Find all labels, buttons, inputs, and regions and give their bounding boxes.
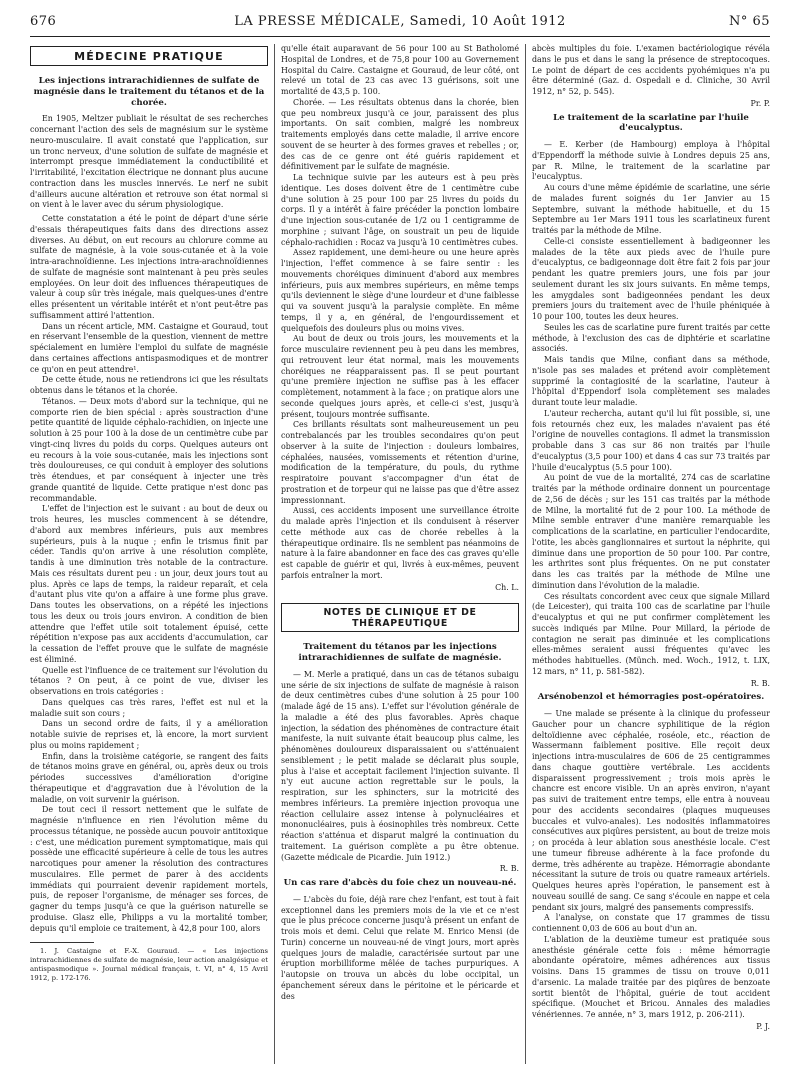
paragraph: Au cours d'une même épidémie de scarlatine, une série de malades furent soignés du 1er Janvier au 15 Septembre, suivant la méthode habituelle, et du 15 Septembre au 1er Mars 1911 tous les scarlatineux furent traités par la méthode de Milne. <box>532 183 770 236</box>
paragraph: A l'analyse, on constate que 17 grammes de tissu contiennent 0,03 de 606 au bout d'un an. <box>532 913 770 934</box>
paragraph: Ces brillants résultats sont malheureusement un peu contrebalancés par les troubles secondaires qu'on peut observer à la suite de l'injection : douleurs lombaires, céphalées, nausées, vomissements et rétention d'urine, modification de la température, du pouls, du rythme respiratoire pouvant s'accompagner d'un état de prostration et de torpeur qui ne laisse pas que d'être assez impressionnant. <box>281 420 519 505</box>
paragraph: Chorée. — Les résultats obtenus dans la chorée, bien que peu nombreux jusqu'à ce jour, paraissent des plus importants. On sait combien, malgré les nombreux traitements employés dans cette maladie, il arrive encore souvent de se heurter à des formes graves et rebelles ; or, des cas de ce genre ont été guéris rapidement et définitivement par le sulfate de magnésie. <box>281 97 519 172</box>
paragraph: Assez rapidement, une demi-heure ou une heure après l'injection, l'effet commence à se faire sentir : les mouvements choréiques diminuent d'abord aux membres inférieurs, puis aux membres supérieurs, en même temps qu'ils deviennent le siège d'une lourdeur et d'une faiblesse qui va souvent jusqu'à la paralysie complète. En même temps, il y a, en général, de l'engourdissement et quelquefois des douleurs plus ou moins vives. <box>281 248 519 333</box>
paragraph: Enfin, dans la troisième catégorie, se rangent des faits de tétanos moins grave en général, ou, après deux ou trois périodes successives d'amélioration d'origine thérapeutique et d'aggravation due à l'évolution de la maladie, on voit survenir la guérison. <box>30 751 268 804</box>
paragraph: Dans un second ordre de faits, il y a amélioration notable suivie de reprises et, là encore, la mort survient plus ou moins rapidement ; <box>30 719 268 750</box>
note-title: Le traitement de la scarlatine par l'huile d'eucalyptus. <box>553 112 749 134</box>
paragraph: Cette constatation a été le point de départ d'une série d'essais thérapeutiques faits dans des directions assez diverses. Au début, on eut recours au chlorure comme au sulfate de magnésie, à la voie sous-cutanée et à la voie intra-arachnoïdienne. Les injections intra-arachnoïdiennes de sulfate de magnésie sont maintenant à peu près seules employées. On leur doit des influences thérapeutiques de valeur à coup sûr très inégale, mais quelques-unes d'entre elles présentent un véritable intérêt et n'ont peut-être pas suffisamment attiré l'attention. <box>30 214 268 320</box>
signature: Pr. P. <box>750 98 770 108</box>
paragraph: De cette étude, nous ne retiendrons ici que les résultats obtenus dans le tétanos et la chorée. <box>30 375 268 396</box>
signature: P. J. <box>756 1021 770 1031</box>
journal-title: LA PRESSE MÉDICALE, Samedi, 10 Août 1912 <box>234 14 566 29</box>
paragraph: Dans un récent article, MM. Castaigne et Gouraud, tout en réservant l'ensemble de la question, viennent de mettre spécialement en lumière l'emploi du sulfate de magnésie dans certaines affections antispasmodiques et de montrer ce qu'on en peut attendre¹. <box>30 321 268 374</box>
paragraph: Ces résultats concordent avec ceux que signale Millard (de Leicester), qui traita 100 cas de scarlatine par l'huile d'eucalyptus et qui ne put confirmer complètement les succès indiqués par Milne. Pour Millard, la période de contagion ne serait pas diminuée et les complications elles-mêmes seraient aussi fréquentes qu'avec les méthodes habituelles. (Münch. med. Woch., 1912, t. LIX, 12 mars, n° 11, p. 581-582). <box>532 591 770 676</box>
paragraph: La technique suivie par les auteurs est à peu près identique. Les doses doivent être de 1 centimètre cube d'une solution à 25 pour 100 par 25 livres du poids du corps. Il y a intérêt à faire précéder la ponction lombaire d'une injection sous-cutanée de 1/2 ou 1 centigramme de morphine ; suivant l'âge, on soustrait un peu de liquide céphalo-rachidien : Rocaz va jusqu'à 10 centimètres cubes. <box>281 173 519 247</box>
paragraph: L'ablation de la deuxième tumeur est pratiquée sous anesthésie générale cette fois : même hémorragie abondante opératoire, mêmes adhérences aux tissus voisins. Dans 15 grammes de tissu on trouve 0,011 d'arsenic. La malade traitée par des piqûres de benzoate sortit bientôt de l'hôpital, guérie de tout accident spécifique. (Mouchet et Bricou. Annales des maladies vénériennes. 7e année, n° 3, mars 1912, p. 206-211). <box>532 934 770 1020</box>
note-title: Un cas rare d'abcès du foie chez un nouveau-né. <box>283 878 517 889</box>
paragraph: Dans quelques cas très rares, l'effet est nul et la maladie suit son cours ; <box>30 697 268 718</box>
paragraph: — E. Kerber (de Hambourg) employa à l'hôpital d'Eppendorff la méthode suivie à Londres depuis 25 ans, par R. Milne, le traitement de la scarlatine par l'eucalyptus. <box>532 140 770 182</box>
paragraph: De tout ceci il ressort nettement que le sulfate de magnésie n'influence en rien l'évolution même du processus tétanique, ne possède aucun pouvoir antitoxique : c'est, une médication purement symptomatique, mais qui possède une efficacité supérieure à celle de tous les autres narcotiques pour amener la résolution des contractures musculaires. Elle permet de parer à des accidents immédiats qui pourraient devenir rapidement mortels, puis, de reposer l'organisme, de ménager ses forces, de gagner du temps jusqu'à ce que la guérison naturelle se produise. Glasz elle, Philipps a vu la mortalité tomber, depuis qu'il emploie ce traitement, à 42,8 pour 100, alors <box>30 805 268 933</box>
paragraph: abcès multiples du foie. L'examen bactériologique révéla dans le pus et dans le sang la présence de streptocoques. Le point de départ de ces accidents pyohémiques n'a pu être déterminé (Gaz. d. Ospedali e d. Cliniche, 30 Avril 1912, n° 52, p. 545). <box>532 44 770 96</box>
paragraph: — Une malade se présente à la clinique du professeur Gaucher pour un chancre syphilitique de la région deltoïdienne avec céphalée, roséole, etc., réaction de Wassermann faiblement positive. Elle reçoit deux injections intra-musculaires de 606 de 25 centigrammes dans chaque gouttière vertébrale. Les accidents disparaissent progressivement ; trois mois après le chancre est encore visible. Un an après environ, n'ayant pas suivi de traitement entre temps, elle entra à nouveau pour des accidents secondaires (plaques muqueuses buccales et vulvo-anales). Les nodosités inflammatoires consécutives aux piqûres persistent, au bout de treize mois ; on procéda à leur ablation sous anesthésie locale. C'est une tumeur fibreuse adhérente à la face profonde du derme, très adhérente au trapèze. Hémorragie abondante nécessitant la suture de trois ou quatre rameaux artériels. Quelques heures après l'opération, le pansement est à nouveau souillé de sang. Ce sang s'écoule en nappe et cela pendant six jours, malgré des pansements compressifs. <box>532 709 770 912</box>
paragraph: Tétanos. — Deux mots d'abord sur la technique, qui ne comporte rien de bien spécial : après soustraction d'une petite quantité de liquide céphalo-rachidien, on injecte une solution à 25 pour 100 à la dose de un centimètre cube par vingt-cinq livres du poids du corps. Quelques auteurs ont eu recours à la voie sous-cutanée, mais les injections sont très douloureuses, ce qui conduit à employer des solutions très étendues, et par conséquent à injecter une très grande quantité de liquide. Cette pratique n'est donc pas recommandable. <box>30 396 268 503</box>
paragraph: En 1905, Meltzer publiait le résultat de ses recherches concernant l'action des sels de magnésium sur le système neuro-musculaire. Il avait constaté que l'application, sur un tronc nerveux, d'une solution de sulfate de magnésie et interrompt presque immédiatement la conductibilité et l'irritabilité, l'excitation électrique ne donnant plus aucune contraction dans les muscles innervés. Le nerf ne subit d'ailleurs aucune altération et retrouve son état normal si on vient à le laver avec du sérum physiologique. <box>30 114 268 210</box>
paragraph: Aussi, ces accidents imposent une surveillance étroite du malade après l'injection et ils conduisent à réserver cette méthode aux cas de chorée rebelles à la thérapeutique ordinaire. Ils ne semblent pas néanmoins de nature à la faire abandonner en face des cas graves qu'elle est capable de guérir et qui, livrés à eux-mêmes, peuvent parfois entraîner la mort. <box>281 506 519 580</box>
paragraph: Au bout de deux ou trois jours, les mouvements et la force musculaire reviennent peu à peu dans les membres, qui retrouvent leur état normal, mais les mouvements choréiques ne réapparaissent pas. Il se peut pourtant qu'une première injection ne suffise pas à les effacer complètement, notamment à la face ; on pratique alors une seconde quelques jours après, et celle-ci s'est, jusqu'à présent, toujours montrée suffisante. <box>281 334 519 419</box>
column-divider <box>274 44 275 1064</box>
paragraph: Quelle est l'influence de ce traitement sur l'évolution du tétanos ? On peut, à ce point de vue, diviser les observations en trois catégories : <box>30 665 268 697</box>
paragraph: qu'elle était auparavant de 56 pour 100 au St Batholomé Hospital de Londres, et de 75,8 pour 100 au Governement Hospital du Caire. Castaigne et Gouraud, de leur côté, ont relevé un total de 23 cas avec 13 guérisons, soit une mortalité de 43,5 p. 100. <box>281 44 519 96</box>
signature: R. B. <box>499 864 519 874</box>
paragraph: L'auteur rechercha, autant qu'il lui fût possible, si, une fois retournés chez eux, les malades n'avaient pas été l'origine de nouvelles contagions. Il admet la transmission probable dans 3 cas sur 86 non traités par l'huile d'eucalyptus (3,5 pour 100) et dans 4 cas sur 73 traités par l'huile d'eucalyptus (5.5 pour 100). <box>532 408 770 472</box>
page-number: 676 <box>30 14 57 29</box>
page-header <box>30 14 770 34</box>
column-1 <box>30 44 268 1074</box>
section-title-notes-clinique: NOTES DE CLINIQUE ET DE THÉRAPEUTIQUE <box>281 603 519 632</box>
note-title: Arsénobenzol et hémorragies post-opératoires. <box>537 692 765 703</box>
footnote: 1. J. Castaigne et F.-X. Gouraud. — « Les injections intrarachidiennes de sulfate de magnésie, leur action analgésique et antispasmodique ». Journal médical français, t. VI, n° 4, 15 Avril 1912, p. 172-176. <box>30 947 268 983</box>
column-divider <box>525 44 526 1064</box>
article-title: Les injections intrarachidiennes de sulfate de magnésie dans le traitement du tétanos et de la chorée. <box>33 76 265 108</box>
section-title-medecine-pratique: MÉDECINE PRATIQUE <box>30 46 268 66</box>
paragraph: Mais tandis que Milne, confiant dans sa méthode, n'isole pas ses malades et prétend avoir complètement supprimé la contagiosité de la scarlatine, l'auteur à l'hôpital d'Eppendorf isola complètement ses malades durant toute leur maladie. <box>532 355 770 408</box>
note-title: Traitement du tétanos par les injections intrarachidiennes de sulfate de magnésie. <box>298 642 502 664</box>
signature: R. B. <box>750 678 770 688</box>
signature: Ch. L. <box>495 582 519 592</box>
paragraph: Au point de vue de la mortalité, 274 cas de scarlatine traités par la méthode ordinaire donnent un pourcentage de 2,56 de décès ; sur les 151 cas traités par la méthode de Milne, la mortalité fut de 2 pour 100. La méthode de Milne semble entraver d'une manière remarquable les complications de la scarlatine, en particulier l'endocardite, l'otite, les abcès ganglionnaires et surtout la néphrite, qui diminue dans une proportion de 50 pour 100. Par contre, les arthrites sont plus fréquentes. On ne put constater dans les cas traités par la méthode de Milne une diminution dans l'évolution de la maladie. <box>532 473 770 590</box>
issue-number: N° 65 <box>728 14 770 29</box>
header-rule <box>30 36 770 37</box>
footnote-rule <box>30 942 94 943</box>
column-3 <box>532 44 770 1074</box>
column-2 <box>281 44 519 1074</box>
paragraph: — L'abcès du foie, déjà rare chez l'enfant, est tout à fait exceptionnel dans les premiers mois de la vie et ce n'est que le plus précoce concerne jusqu'à présent un enfant de trois mois et demi. Celui que relate M. Enrico Mensi (de Turin) concerne un nouveau-né de vingt jours, mort après quelques jours de maladie, caractérisée surtout par une éruption morbilliforme mêlée de taches purpuriques. A l'autopsie on trouva un abcès du lobe occipital, un épanchement séreux dans le péritoine et le péricarde et des <box>281 894 519 1001</box>
paragraph: — M. Merle a pratiqué, dans un cas de tétanos subaigu une série de six injections de sulfate de magnésie à raison de deux centimètres cubes d'une solution à 25 pour 100 (malade âgé de 15 ans). L'effet sur l'évolution générale de la maladie a été des plus favorables. Après chaque injection, la sédation des phénomènes de contracture était manifeste, la nuit suivante était beaucoup plus calme, les phénomènes douloureux disparaissaient ou s'atténuaient sensiblement ; le petit malade se déclarait plus souple, plus à l'aise et acceptait facilement l'injection suivante. Il n'y eut aucune action regrettable sur le pouls, la respiration, sur les sphincters, sur la motricité des membres inférieurs. La première injection provoqua une réaction cellulaire assez intense à polynucléaires et mononucléaires, puis à éosinophiles très nombreux. Cette réaction s'atténua et disparut malgré la continuation du traitement. La guérison complète a pu être obtenue. (Gazette médicale de Picardie. Juin 1912.) <box>281 669 519 862</box>
paragraph: Seules les cas de scarlatine pure furent traités par cette méthode, à l'exclusion des cas de diphtérie et scarlatine associés. <box>532 322 770 354</box>
paragraph: Celle-ci consiste essentiellement à badigeonner les malades de la tête aux pieds avec de l'huile pure d'eucalyptus, ce badigeonnage doit être fait 2 fois par jour pendant les quatre premiers jours, une fois par jour seulement durant les six jours suivants. En même temps, les amygdales sont badigeonnées pendant les deux premiers jours du traitement avec de l'huile phéniquée à 10 pour 100, toutes les deux heures. <box>532 236 770 322</box>
paragraph: L'effet de l'injection est le suivant : au bout de deux ou trois heures, les muscles commencent à se détendre, d'abord aux membres inférieurs, puis aux membres supérieurs, puis à la nuque ; enfin le trismus finit par céder. Tandis qu'on arrive à une résolution complète, tandis à une diminution très notable de la contracture. Mais ces résultats durent peu : un jour, deux jours tout au plus. Après ce laps de temps, la raideur reparaît, et cela d'autant plus vite qu'on a affaire à une forme plus grave. Dans toutes les observations, on a répété les injections tous les deux ou trois jours environ. A condition de bien attendre que l'effet utile soit totalement épuisé, cette répétition n'expose pas aux accidents d'accumulation, car la cessation de l'effet prouve que le sulfate de magnésie est éliminé. <box>30 504 268 664</box>
